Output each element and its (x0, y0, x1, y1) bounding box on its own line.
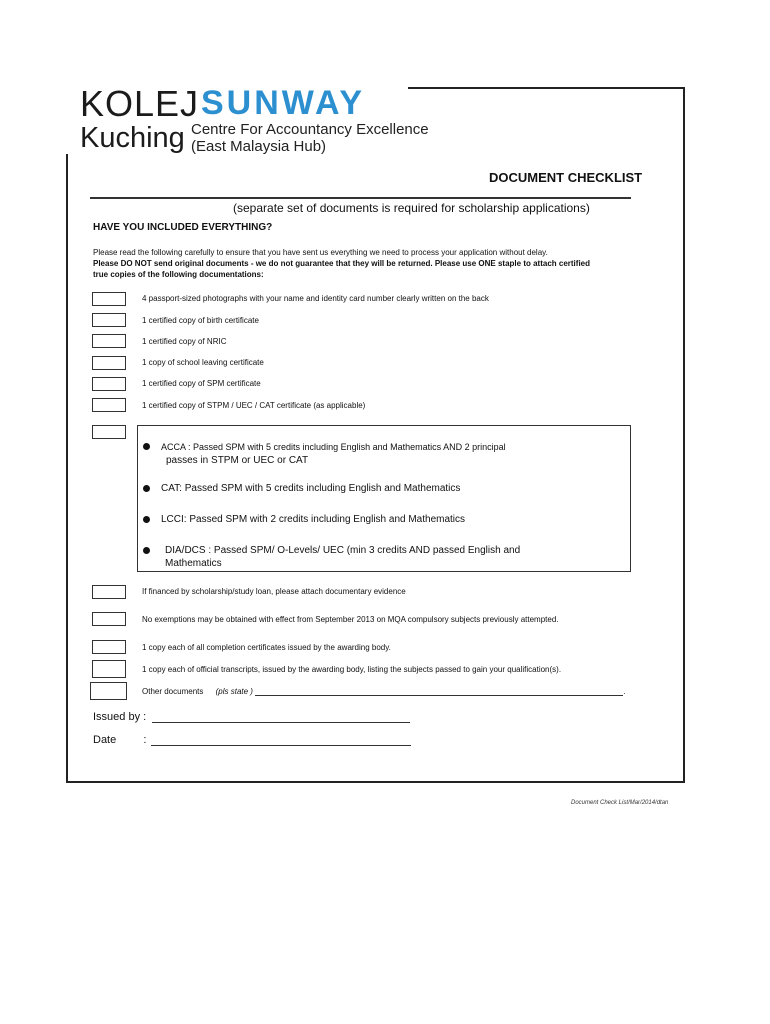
checkbox-spm[interactable] (92, 377, 126, 391)
intro-line-1: Please read the following carefully to ensure that you have sent us everything we need to process your application without delay. (93, 248, 548, 257)
checkbox-requirements[interactable] (92, 425, 126, 439)
requirement-dia-line1: DIA/DCS : Passed SPM/ O-Levels/ UEC (min 3 credits AND passed English and (165, 545, 521, 556)
other-documents-label: Other documents (142, 687, 204, 696)
issued-by-label: Issued by : (93, 711, 147, 723)
date-colon: : (143, 734, 147, 746)
item-exemptions: No exemptions may be obtained with effect from September 2013 on MQA compulsory subjects previously attempted. (142, 615, 559, 624)
checkbox-scholarship[interactable] (92, 585, 126, 599)
requirement-acca-line2: passes in STPM or UEC or CAT (166, 455, 309, 466)
section-heading: HAVE YOU INCLUDED EVERYTHING? (93, 222, 273, 233)
issued-by-row (93, 711, 410, 723)
other-documents-field[interactable] (255, 686, 626, 696)
checkbox-transcripts[interactable] (92, 660, 126, 678)
logo-kolej-text: KOLEJ (80, 83, 200, 124)
logo-centre-text (191, 121, 429, 155)
other-documents-row (142, 686, 625, 696)
logo-sunway-text: SUNWAY (201, 84, 366, 122)
checkbox-birth-certificate[interactable] (92, 313, 126, 327)
item-completion-certificates: 1 copy each of all completion certificates issued by the awarding body. (142, 643, 391, 652)
item-transcripts: 1 copy each of official transcripts, issued by the awarding body, listing the subjects passed to gain your qualification(s). (142, 665, 562, 674)
logo-centre-line2: (East Malaysia Hub) (191, 138, 327, 155)
requirement-lcci: LCCI: Passed SPM with 2 credits including English and Mathematics (161, 514, 466, 525)
checkbox-exemptions[interactable] (92, 612, 126, 626)
other-documents-end: . (623, 687, 626, 696)
requirement-cat: CAT: Passed SPM with 5 credits including English and Mathematics (161, 483, 461, 494)
bullet-icon (143, 485, 150, 492)
intro-line-3: true copies of the following documentations: (93, 270, 264, 279)
item-spm: 1 certified copy of SPM certificate (142, 379, 261, 388)
bullet-icon (143, 516, 150, 523)
bullet-icon (143, 443, 150, 450)
page-subtitle: (separate set of documents is required for scholarship applications) (233, 201, 590, 215)
item-birth-certificate: 1 certified copy of birth certificate (142, 316, 259, 325)
checkbox-stpm[interactable] (92, 398, 126, 412)
item-nric: 1 certified copy of NRIC (142, 337, 227, 346)
item-stpm: 1 certified copy of STPM / UEC / CAT certificate (as applicable) (142, 401, 366, 410)
other-documents-hint: (pls state ) (215, 687, 253, 696)
logo-kuching-text: Kuching (80, 122, 185, 154)
page-title: DOCUMENT CHECKLIST (489, 170, 643, 185)
requirement-acca-line1: ACCA : Passed SPM with 5 credits including English and Mathematics AND 2 principal (161, 442, 506, 452)
date-field[interactable] (151, 734, 411, 746)
item-photographs: 4 passport-sized photographs with your name and identity card number clearly written on the back (142, 294, 489, 303)
date-row (93, 734, 411, 746)
date-label: Date (93, 734, 117, 746)
title-divider (90, 197, 631, 199)
checkbox-photographs[interactable] (92, 292, 126, 306)
item-school-leaving: 1 copy of school leaving certificate (142, 358, 264, 367)
document-reference: Document Check List/Mar/2014/dtan (571, 800, 669, 806)
checkbox-completion-certificates[interactable] (92, 640, 126, 654)
checkbox-school-leaving[interactable] (92, 356, 126, 370)
intro-line-2: Please DO NOT send original documents - we do not guarantee that they will be returned. Please use ONE staple to attach certified (93, 259, 590, 268)
logo-centre-line1: Centre For Accountancy Excellence (191, 121, 429, 138)
issued-by-field[interactable] (152, 711, 410, 723)
requirement-dia-line2: Mathematics (165, 558, 222, 569)
item-scholarship: If financed by scholarship/study loan, please attach documentary evidence (142, 587, 406, 596)
checkbox-other-documents[interactable] (90, 682, 127, 700)
checkbox-nric[interactable] (92, 334, 126, 348)
bullet-icon (143, 547, 150, 554)
